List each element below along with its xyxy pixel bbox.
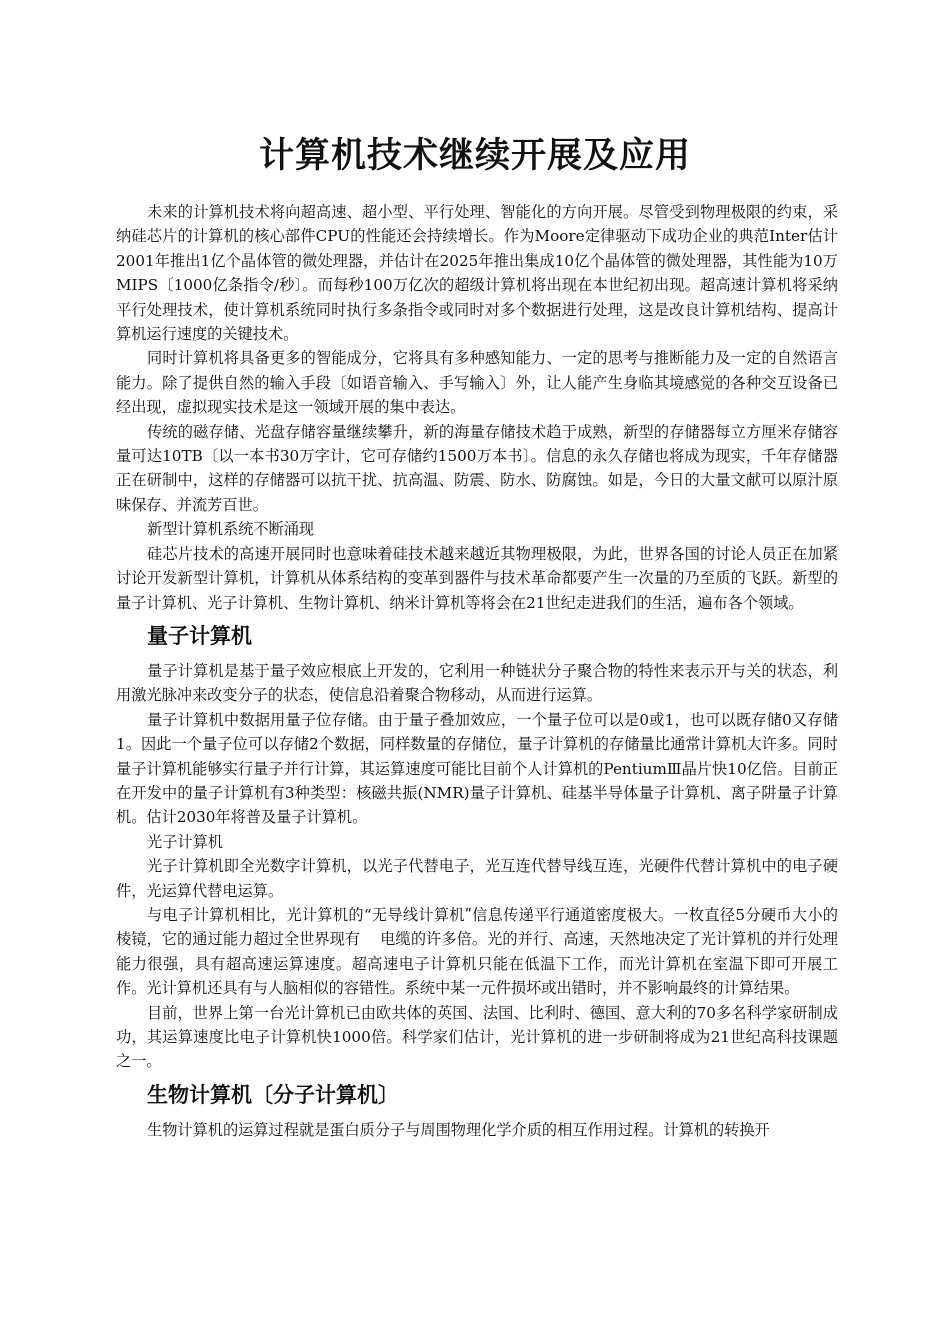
paragraph-intelligence: 同时计算机将具备更多的智能成分，它将具有多种感知能力、一定的思考与推断能力及一定的自然语言能力。除了提供自然的输入手段〔如语音输入、手写输入〕外，让人能产生身临其境感觉的各种交互设备已经出现，虚拟现实技术是这一领域开展的集中表达。 [116,349,838,417]
page-title: 计算机技术继续开展及应用 [258,136,691,176]
heading-bio-computer: 生物计算机〔分子计算机〕 [147,1082,399,1107]
paragraph-silicon-limits: 硅芯片技术的高速开展同时也意味着硅技术越来越近其物理极限，为此，世界各国的讨论人员正在加紧讨论开发新型计算机，计算机从体系结构的变革到器件与技术革命都要产生一次量的乃至质的飞跃。新型的量子计算机、光子计算机、生物计算机、纳米计算机等将会在21世纪走进我们的生活，遍布各个领域。 [116,544,838,612]
document-body [116,200,838,1142]
paragraph-quantum-intro: 量子计算机是基于量子效应根底上开发的，它利用一种链状分子聚合物的特性来表示开与关的状态，利用激光脉冲来改变分子的状态，使信息沿着聚合物移动，从而进行运算。 [116,661,838,705]
paragraph-future-trends: 未来的计算机技术将向超高速、超小型、平行处理、智能化的方向开展。尽管受到物理极限的约束，采纳硅芯片的计算机的核心部件CPU的性能还会持续增长。作为Moore定律驱动下成功企业的典范Inter估计2001年推出1亿个晶体管的微处理器，并估计在2025年推出集成10亿个晶体管的微处理器，其性能为10万MIPS〔1000亿条指令/秒〕。而每秒100万亿次的超级计算机将出现在本世纪初出现。超高速计算机将采纳平行处理技术，使计算机系统同时执行多条指令或同时对多个数据进行处理，这是改良计算机结构、提高计算机运行速度的关键技术。 [116,203,838,344]
paragraph-quantum-storage: 量子计算机中数据用量子位存储。由于量子叠加效应，一个量子位可以是0或1，也可以既存储0又存储1。因此一个量子位可以存储2个数据，同样数量的存储位，量子计算机的存储量比通常计算机大许多。同时量子计算机能够实行量子并行计算，其运算速度可能比目前个人计算机的PentiumⅢ晶片快10亿倍。目前正在开发中的量子计算机有3种类型：核磁共振(NMR)量子计算机、硅基半导体量子计算机、离子阱量子计算机。估计2030年将普及量子计算机。 [116,710,838,827]
paragraph-photonic-status: 目前，世界上第一台光计算机已由欧共体的英国、法国、比利时、德国、意大利的70多名科学家研制成功，其运算速度比电子计算机快1000倍。科学家们估计，光计算机的进一步研制将成为21世纪高科技课题之一。 [116,1003,838,1071]
paragraph-bio-intro: 生物计算机的运算过程就是蛋白质分子与周围物理化学介质的相互作用过程。计算机的转换开 [147,1120,770,1139]
subheading-new-systems: 新型计算机系统不断涌现 [147,520,315,539]
paragraph-photonic-intro: 光子计算机即全光数字计算机，以光子代替电子，光互连代替导线互连，光硬件代替计算机中的电子硬件，光运算代替电运算。 [116,857,838,900]
paragraph-storage: 传统的磁存储、光盘存储容量继续攀升，新的海量存储技术趋于成熟，新型的存储器每立方厘米存储容量可达10TB〔以一本书30万字计，它可存储约1500万本书〕。信息的永久存储也将成为现实，千年存储器正在研制中，这样的存储器可以抗干扰、抗高温、防震、防水、防腐蚀。如是，今日的大量文献可以原汁原味保存、并流芳百世。 [116,422,838,514]
subheading-photonic-computer: 光子计算机 [147,832,223,851]
paragraph-photonic-compare: 与电子计算机相比，光计算机的“无导线计算机ʺ信息传递平行通道密度极大。一枚直径5分硬币大小的棱镜，它的通过能力超过全世界现有 电缆的许多倍。光的并行、高速，天然地决定了光计算机的并行处理能力很强，具有超高速运算速度。超高速电子计算机只能在低温下工作，而光计算机在室温下即可开展工作。光计算机还具有与人脑相似的容错性。系统中某一元件损坏或出错时，并不影响最终的计算结果。 [116,905,838,998]
heading-quantum-computer: 量子计算机 [147,623,252,648]
